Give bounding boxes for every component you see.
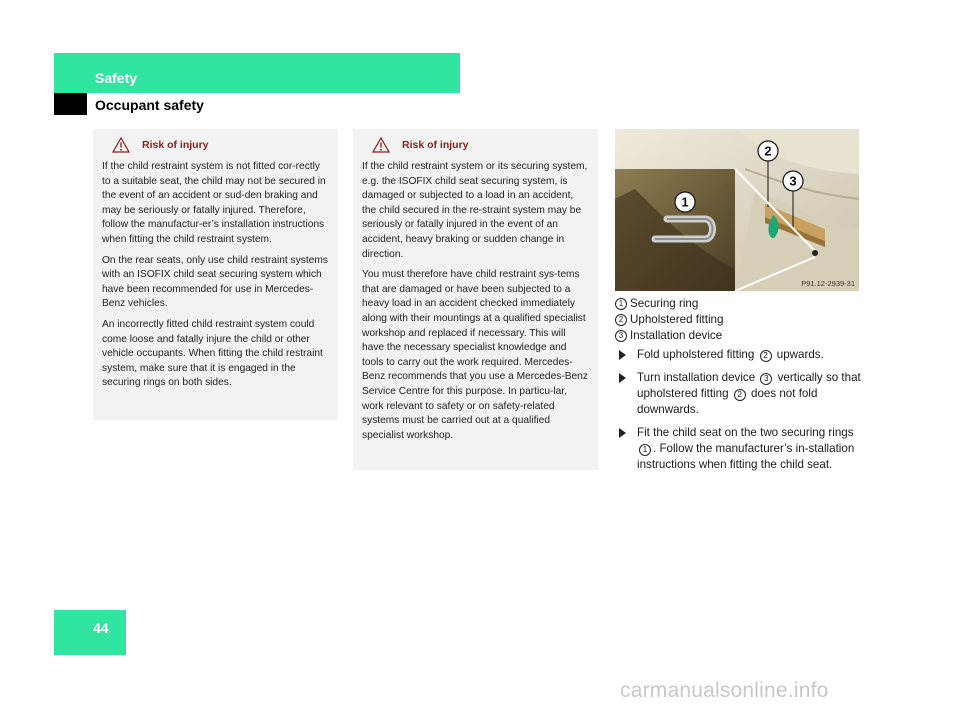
photo-code: P91.12-2939-31 [801,279,855,288]
section-title: Safety [95,70,138,86]
svg-text:2: 2 [764,143,772,159]
warning-paragraph: You must therefore have child restraint sys-tems that are damaged or have been subjected to a heavy load in an accident checked immediately along with their mountings at a qualified specialist workshop and replaced if necessary. This will have the necessary specialist knowledge and tools to carry out the work required. Mercedes-Benz recommends that you use a Mercedes-Benz Service Centre for this purpose. In particu-lar, work relevant to safety or on safety-related systems must be carried out at a qualified specialist workshop. [362,269,588,441]
legend-number: 1 [615,298,627,310]
ref-number: 2 [734,389,746,401]
warning-header [102,137,330,153]
legend-label: Securing ring [630,297,699,310]
step-text: Fit the child seat on the two securing rings 1 . Follow the manufacturer’s in-stallation instructions when fitting the child seat. [637,426,855,471]
isofix-illustration [615,129,859,291]
page-number-box [54,610,126,655]
legend-label: Installation device [630,329,723,342]
legend-number: 3 [615,330,627,342]
ref-number: 1 [639,444,651,456]
warning-title: Risk of injury [142,138,209,151]
ref-number: 3 [760,373,772,385]
warning-title: Risk of injury [402,138,469,151]
warning-triangle-icon [372,137,390,153]
watermark: carmanualsonline.info [620,679,829,702]
step-item [615,425,865,473]
page-number: 44 [93,620,109,636]
warning-paragraph: On the rear seats, only use child restraint systems with an ISOFIX child seat securing system which have been recommended for use in Mercedes-Benz vehicles. [102,254,328,310]
arrow-bullet-icon [619,373,626,383]
ref-number: 2 [760,350,772,362]
warning-box-2 [353,129,598,470]
legend-number: 2 [615,314,627,326]
warning-paragraph: If the child restraint system or its securing system, e.g. the ISOFIX child seat securing system, is damaged or subjected to a load in an accident, the child secured in the re-straint system may be seriously or fatally injured in the event of an accident, heavy braking or sudden change in direction. [362,161,588,260]
legend-item [615,328,875,344]
warning-triangle-icon [112,137,130,153]
warning-header [362,137,590,153]
step-item [615,370,865,418]
isofix-photo [615,129,859,291]
photo-legend [615,296,875,344]
callout-2 [758,141,778,161]
callout-3 [783,171,803,191]
step-item [615,347,865,363]
svg-text:1: 1 [681,194,689,210]
arrow-bullet-icon [619,350,626,360]
legend-item [615,312,875,328]
subsection-title: Occupant safety [95,97,204,113]
header-tab-marker [54,93,87,115]
instruction-steps [615,347,865,480]
legend-label: Upholstered fitting [630,313,724,326]
arrow-bullet-icon [619,428,626,438]
step-text: Turn installation device 3 vertically so that upholstered fitting 2 does not fold downwards. [637,371,861,416]
legend-item [615,296,875,312]
warning-paragraph: An incorrectly fitted child restraint system could come loose and fatally injure the child or other vehicle occupants. When fitting the child restraint system, make sure that it is engaged in the securing rings on both sides. [102,318,323,389]
callout-1 [675,192,695,212]
warning-paragraph: If the child restraint system is not fitted cor-rectly to a suitable seat, the child may not be secured in the event of an accident or sud-den braking and may be seriously or fatally injured. Therefore, follow the manufactur-er’s installation instructions when fitting the child restraint system. [102,161,326,245]
step-text: Fold upholstered fitting 2 upwards. [637,348,824,361]
warning-box-1 [93,129,338,420]
svg-text:3: 3 [789,173,797,189]
